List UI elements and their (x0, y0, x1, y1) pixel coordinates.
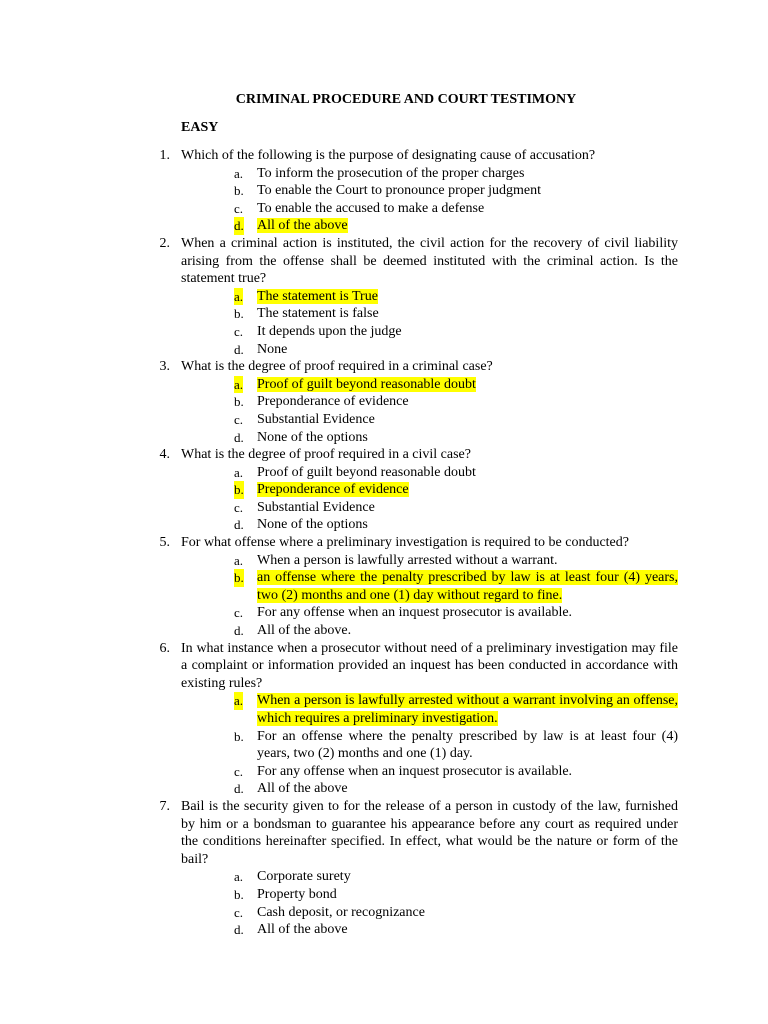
option-letter: a. (234, 693, 244, 709)
option-text (257, 622, 678, 640)
option-text (257, 182, 678, 200)
answer-option (181, 499, 678, 517)
answer-options (181, 464, 678, 534)
question-text: What is the degree of proof required in a civil case? (181, 447, 471, 463)
question-item (150, 235, 678, 358)
option-letter: a. (234, 869, 244, 885)
option-text (257, 763, 678, 781)
section-heading: EASY (181, 120, 219, 135)
option-label: Substantial Evidence (257, 499, 375, 515)
option-label: When a person is lawfully arrested without a warrant involving an offense, which requires a preliminary investigation. (257, 693, 678, 726)
answer-option (181, 182, 678, 200)
option-label: Cash deposit, or recognizance (257, 904, 425, 920)
option-letter: a. (234, 552, 244, 568)
option-text (257, 165, 678, 183)
option-letter: a. (234, 165, 244, 181)
answer-option (181, 305, 678, 323)
option-label: To enable the Court to pronounce proper judgment (257, 183, 541, 199)
option-letter: d. (234, 341, 244, 357)
answer-options (181, 692, 678, 798)
question-text: Bail is the security given to for the release of a person in custody of the law, furnished by him or a bondsman to guarantee his appearance before any court as required under the conditions hereinafter specified. In effect, what would be the nature or form of the bail? (181, 798, 678, 867)
question-number: 3. (159, 359, 170, 375)
question-number: 2. (159, 235, 170, 251)
answer-option (181, 323, 678, 341)
option-label: an offense where the penalty prescribed by law is at least four (4) years, two (2) months and one (1) day without regard to fine. (257, 570, 678, 603)
option-text-highlighted (257, 481, 678, 499)
option-text (257, 341, 678, 359)
option-label: For any offense when an inquest prosecutor is available. (257, 763, 573, 779)
option-text-highlighted (257, 217, 678, 235)
question-number: 1. (159, 148, 170, 163)
option-text-highlighted (257, 692, 678, 727)
answer-option (181, 481, 678, 499)
question-item (150, 534, 678, 640)
option-text (257, 868, 678, 886)
option-text (257, 552, 678, 570)
option-letter: a. (234, 464, 244, 480)
option-text (257, 305, 678, 323)
answer-option (181, 904, 678, 922)
question-item (150, 640, 678, 798)
option-letter: c. (234, 323, 244, 339)
answer-option (181, 763, 678, 781)
question-number: 4. (159, 447, 170, 463)
answer-option (181, 393, 678, 411)
option-letter: c. (234, 411, 244, 427)
option-label: All of the above. (257, 623, 352, 639)
option-label: For an offense where the penalty prescribed by law is at least four (4) years, two (2) months and one (1) day. (257, 728, 678, 762)
answer-options (181, 552, 678, 640)
option-label: Corporate surety (257, 869, 351, 885)
option-text (257, 429, 678, 447)
answer-option (181, 604, 678, 622)
option-label: None of the options (257, 517, 368, 533)
option-letter: d. (234, 922, 244, 938)
answer-option (181, 692, 678, 727)
question-text: For what offense where a preliminary investigation is required to be conducted? (181, 535, 629, 551)
answer-option (181, 622, 678, 640)
question-number: 5. (159, 535, 170, 551)
option-label: None of the options (257, 429, 368, 445)
option-letter: a. (234, 288, 244, 304)
option-label: For any offense when an inquest prosecutor is available. (257, 605, 573, 621)
option-text (257, 200, 678, 218)
answer-options (181, 165, 678, 235)
answer-option (181, 886, 678, 904)
question-item (150, 147, 678, 235)
option-label: The statement is false (257, 306, 379, 322)
question-text: When a criminal action is instituted, the civil action for the recovery of civil liability arising from the offense shall be deemed instituted with the criminal action. Is the statement true? (181, 235, 678, 287)
answer-option (181, 516, 678, 534)
option-text (257, 323, 678, 341)
answer-option (181, 376, 678, 394)
answer-option (181, 411, 678, 429)
answer-option (181, 217, 678, 235)
answer-option (181, 569, 678, 604)
document-title: CRIMINAL PROCEDURE AND COURT TESTIMONY (235, 92, 577, 107)
answer-option (181, 429, 678, 447)
option-label: The statement is True (257, 288, 378, 304)
option-label: All of the above (257, 922, 348, 938)
option-letter: c. (234, 605, 244, 621)
option-text (257, 728, 678, 763)
question-text: In what instance when a prosecutor without need of a preliminary investigation may file a complaint or information provided an inquest has been conducted in accordance with existing rules? (181, 640, 678, 691)
option-label: To enable the accused to make a defense (257, 200, 485, 216)
answer-options (181, 868, 678, 938)
answer-option (181, 921, 678, 939)
option-letter: a. (234, 376, 244, 392)
question-text: Which of the following is the purpose of designating cause of accusation? (181, 148, 596, 163)
option-label: Property bond (257, 886, 337, 902)
answer-options (181, 288, 678, 358)
option-text (257, 464, 678, 482)
option-letter: b. (234, 183, 244, 199)
answer-option (181, 552, 678, 570)
option-label: All of the above (257, 218, 348, 234)
answer-options (181, 376, 678, 446)
option-letter: c. (234, 763, 244, 779)
question-list (150, 147, 678, 939)
option-letter: b. (234, 394, 244, 410)
option-label: Substantial Evidence (257, 411, 375, 427)
question-text: What is the degree of proof required in a criminal case? (181, 359, 493, 375)
option-text-highlighted (257, 569, 678, 604)
option-label: Preponderance of evidence (257, 482, 409, 498)
option-letter: b. (234, 886, 244, 902)
option-letter: d. (234, 218, 244, 234)
answer-option (181, 464, 678, 482)
question-number: 6. (159, 640, 170, 656)
option-letter: d. (234, 623, 244, 639)
option-label: All of the above (257, 781, 348, 797)
option-text (257, 921, 678, 939)
answer-option (181, 288, 678, 306)
option-text (257, 904, 678, 922)
option-text (257, 393, 678, 411)
answer-option (181, 868, 678, 886)
question-item (150, 798, 678, 939)
answer-option (181, 728, 678, 763)
option-text (257, 604, 678, 622)
option-text-highlighted (257, 288, 678, 306)
answer-option (181, 780, 678, 798)
option-letter: d. (234, 517, 244, 533)
answer-option (181, 165, 678, 183)
option-letter: b. (234, 482, 244, 498)
option-label: Proof of guilt beyond reasonable doubt (257, 464, 476, 480)
answer-option (181, 200, 678, 218)
option-label: Preponderance of evidence (257, 394, 409, 410)
option-label: When a person is lawfully arrested without a warrant. (257, 552, 558, 568)
option-letter: c. (234, 499, 244, 515)
option-letter: d. (234, 781, 244, 797)
option-letter: b. (234, 728, 244, 744)
option-label: To inform the prosecution of the proper charges (257, 165, 525, 181)
question-item (150, 446, 678, 534)
option-text-highlighted (257, 376, 678, 394)
question-number: 7. (159, 798, 170, 814)
answer-option (181, 341, 678, 359)
option-label: Proof of guilt beyond reasonable doubt (257, 376, 476, 392)
option-label: It depends upon the judge (257, 323, 402, 339)
option-text (257, 499, 678, 517)
option-letter: c. (234, 904, 244, 920)
option-letter: b. (234, 570, 244, 586)
option-letter: c. (234, 200, 244, 216)
option-letter: d. (234, 429, 244, 445)
option-text (257, 516, 678, 534)
option-text (257, 411, 678, 429)
question-item (150, 358, 678, 446)
option-label: None (257, 341, 288, 357)
option-text (257, 780, 678, 798)
option-letter: b. (234, 306, 244, 322)
option-text (257, 886, 678, 904)
